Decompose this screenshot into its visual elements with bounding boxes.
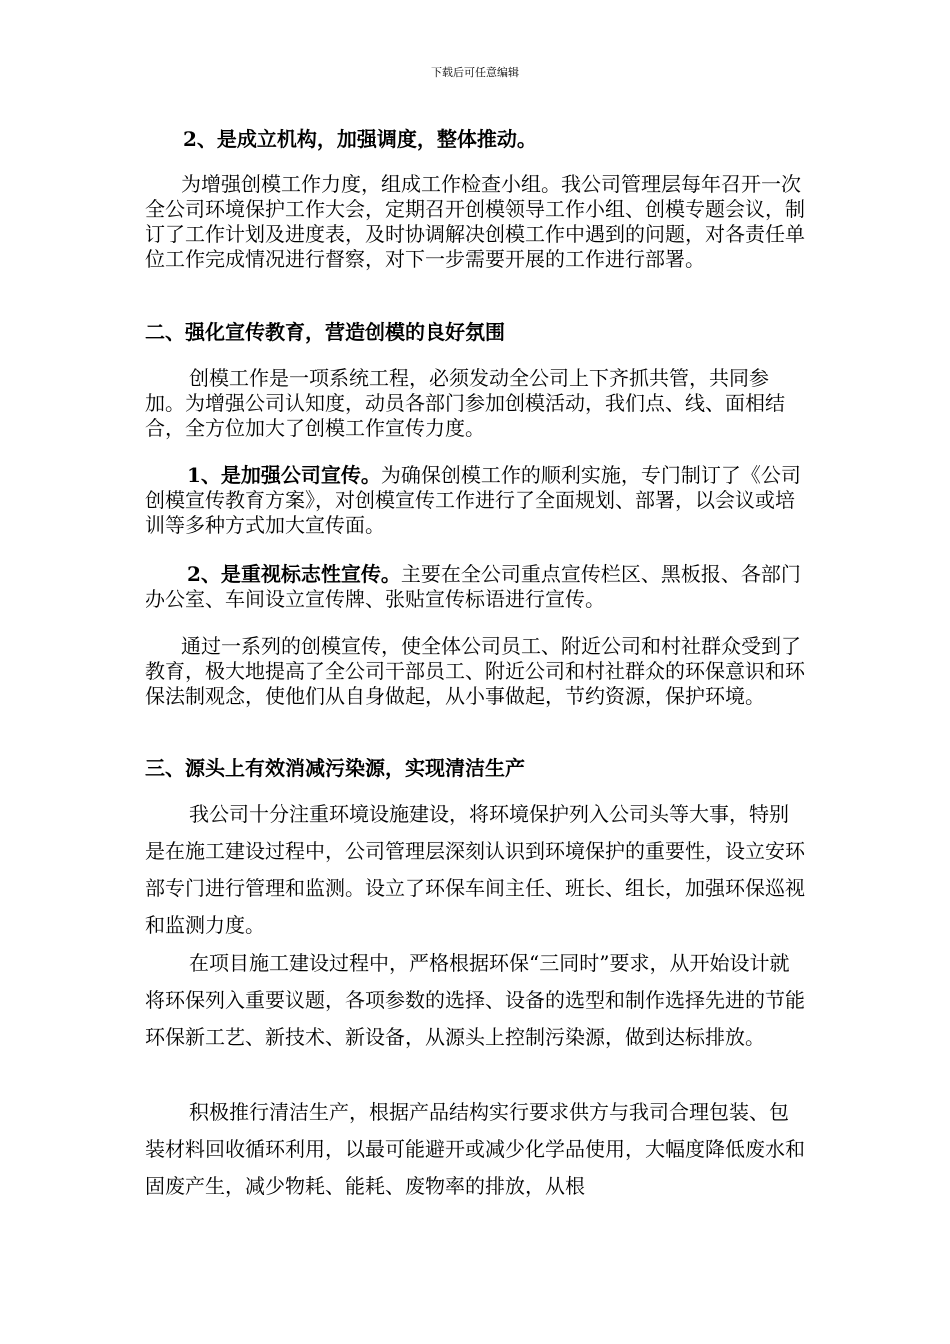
paragraph-publicity-1 [145, 463, 805, 538]
paragraph-section-3-facilities: 我公司十分注重环境设施建设，将环境保护列入公司头等大事，特别是在施工建设过程中，公司管理层深刻认识到环境保护的重要性，设立安环部专门进行管理和监测。设立了环保车间主任、班长、组长，加强环保巡视和监测力度。 [145, 802, 805, 937]
paragraph-section-3-construction: 在项目施工建设过程中，严格根据环保“三同时”要求，从开始设计就将环保列入重要议题，各项参数的选择、设备的选型和制作选择先进的节能环保新工艺、新技术、新设备，从源头上控制污染源，做到达标排放。 [145, 951, 805, 1049]
heading-section-2: 二、强化宣传教育，营造创模的良好氛围 [145, 320, 505, 344]
paragraph-item-2: 为增强创模工作力度，组成工作检查小组。我公司管理层每年召开一次全公司环境保护工作大会，定期召开创模领导工作小组、创模专题会议，制订了工作计划及进度表，及时协调解决创模工作中遇到的问题，对各责任单位工作完成情况进行督察，对下一步需要开展的工作进行部署。 [145, 172, 805, 271]
publicity-2-body: 主要在全公司重点宣传栏区、黑板报、各部门办公室、车间设立宣传牌、张贴宣传标语进行宣传。 [145, 562, 801, 611]
heading-item-2: 2、是成立机构，加强调度，整体推动。 [183, 127, 537, 151]
paragraph-section-2-intro: 创模工作是一项系统工程，必须发动全公司上下齐抓共管，共同参加。为增强公司认知度，动员各部门参加创模活动，我们点、线、面相结合，全方位加大了创模工作宣传力度。 [145, 366, 785, 440]
paragraph-publicity-2 [145, 562, 805, 612]
page-header-note: 下载后可任意编辑 [431, 66, 519, 79]
publicity-1-title: 1、是加强公司宣传。 [187, 463, 381, 487]
publicity-2-title: 2、是重视标志性宣传。 [187, 562, 401, 586]
paragraph-publicity-result: 通过一系列的创模宣传，使全体公司员工、附近公司和村社群众受到了教育，极大地提高了全公司干部员工、附近公司和村社群众的环保意识和环保法制观念，使他们从自身做起，从小事做起，节约资源，保护环境。 [145, 634, 805, 708]
paragraph-section-3-clean-production: 积极推行清洁生产，根据产品结构实行要求供方与我司合理包装、包装材料回收循环利用，以最可能避开或减少化学品使用，大幅度降低废水和固废产生，减少物耗、能耗、废物率的排放，从根 [145, 1100, 805, 1198]
publicity-1-body: 为确保创模工作的顺利实施，专门制订了《公司创模宣传教育方案》，对创模宣传工作进行了全面规划、部署，以会议或培训等多种方式加大宣传面。 [145, 463, 801, 537]
heading-section-3: 三、源头上有效消减污染源，实现清洁生产 [145, 756, 525, 780]
